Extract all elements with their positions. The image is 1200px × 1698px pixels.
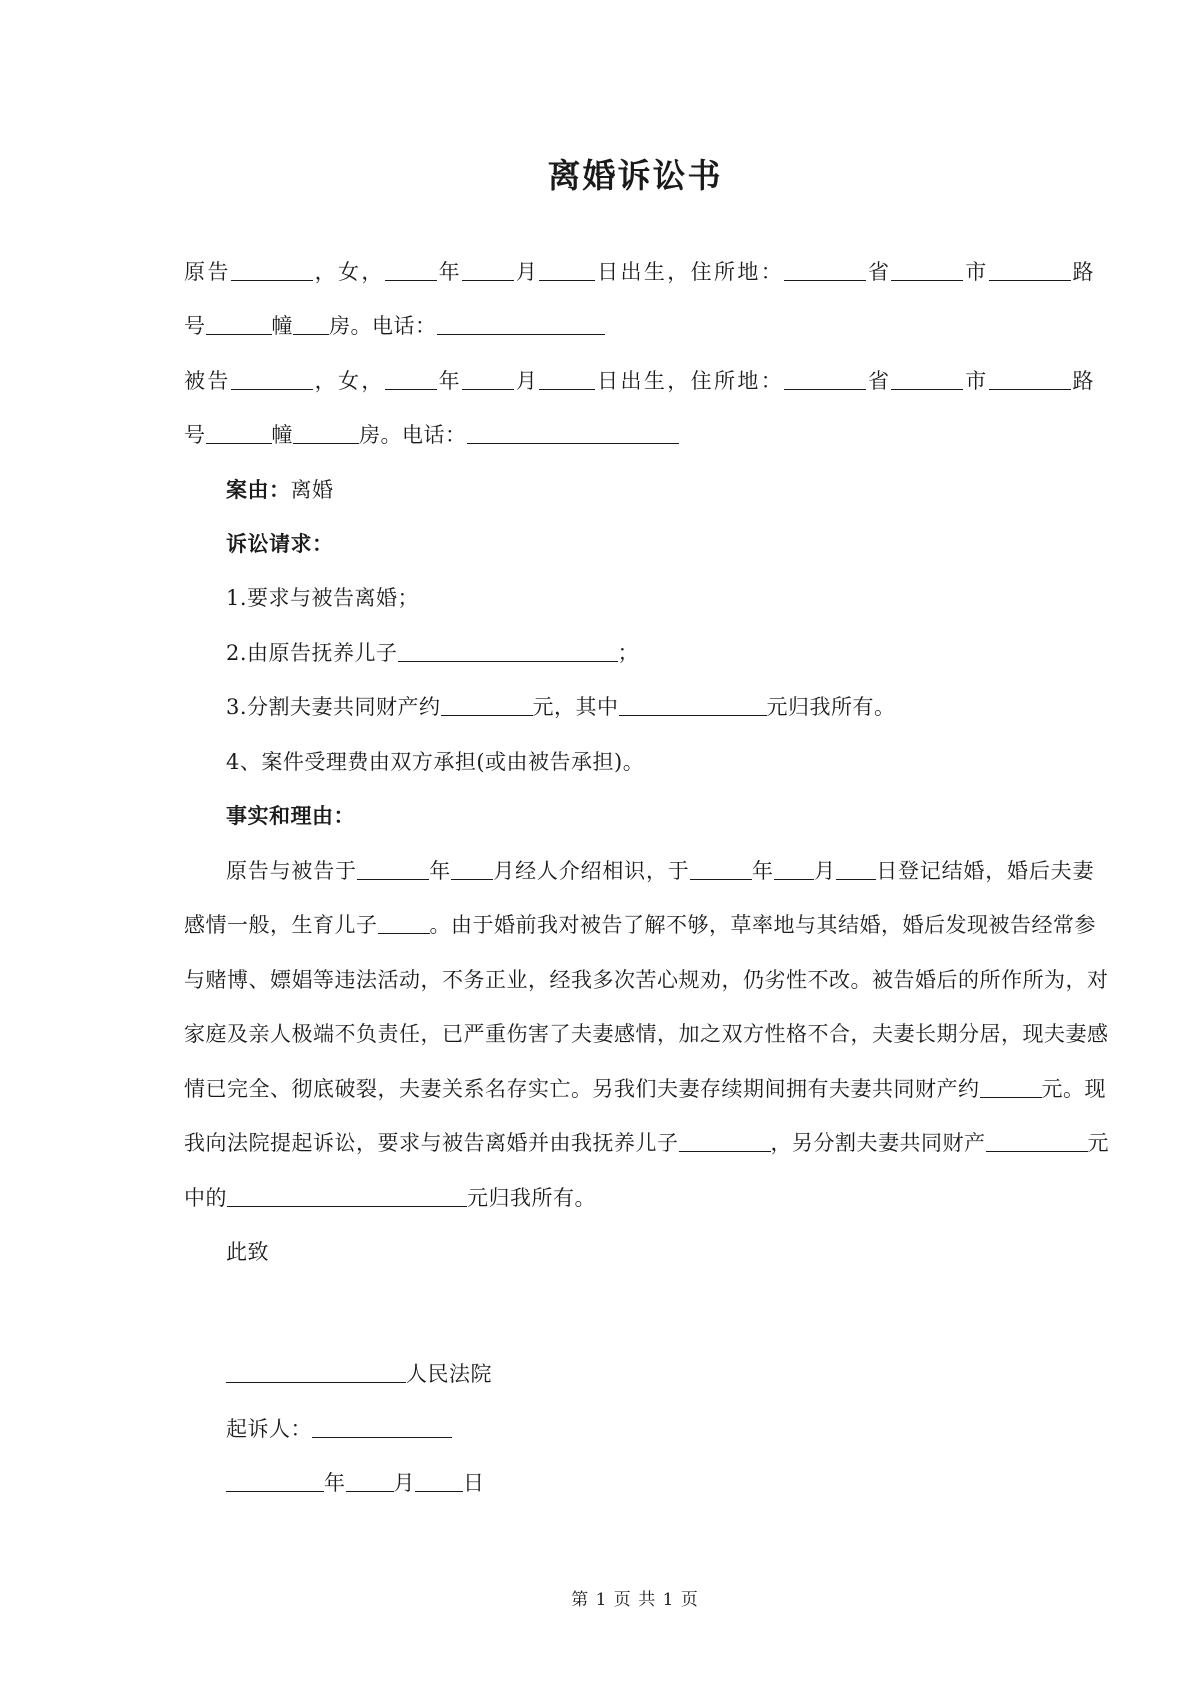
defendant-year-blank bbox=[385, 369, 437, 390]
page-footer: 第 1 页 共 1 页 bbox=[571, 1590, 699, 1610]
defendant-month-blank bbox=[462, 369, 514, 390]
facts-line-3: 与赌博、嫖娼等违法活动，不务正业，经我多次苦心规劝，仍劣性不改。被告婚后的所作所为，对 bbox=[184, 968, 1109, 992]
meet-year-blank bbox=[357, 859, 429, 880]
plaintiff-year-blank bbox=[385, 260, 437, 281]
claim-item-2: 2.由原告抚养儿子 ； bbox=[226, 641, 640, 665]
date-year-blank bbox=[226, 1471, 324, 1492]
document-title: 离婚诉讼书 bbox=[547, 156, 723, 195]
divide-property-blank bbox=[986, 1131, 1088, 1152]
defendant-line-1: 被告 ，女， 年 月 日出生，住所地： 省 市 路 bbox=[184, 369, 1094, 393]
plaintiff-province-blank bbox=[784, 260, 866, 281]
my-share-blank bbox=[227, 1186, 467, 1207]
facts-line-6: 我向法院提起诉讼，要求与被告离婚并由我抚养儿子 ，另分割夫妻共同财产 元 bbox=[184, 1131, 1109, 1155]
petitioner-signature-blank bbox=[312, 1417, 452, 1438]
defendant-number-blank bbox=[206, 423, 272, 444]
facts-line-2: 感情一般，生育儿子 。由于婚前我对被告了解不够，草率地与其结婚，婚后发现被告经常参 bbox=[184, 913, 1096, 937]
plaintiff-building-blank bbox=[293, 314, 329, 335]
plaintiff-line-1: 原告 ，女， 年 月 日出生，住所地： 省 市 路 bbox=[184, 260, 1094, 284]
defendant-building-blank bbox=[293, 423, 359, 444]
defendant-phone-blank bbox=[467, 423, 679, 444]
marry-year-blank bbox=[690, 859, 752, 880]
plaintiff-line-2: 号 幢 房。电话： bbox=[184, 310, 605, 340]
defendant-city-blank bbox=[891, 369, 963, 390]
court-line: 人民法院 bbox=[226, 1358, 492, 1388]
plaintiff-day-blank bbox=[539, 260, 595, 281]
property-share-blank bbox=[619, 695, 767, 716]
cause-label: 案由： bbox=[226, 477, 291, 502]
son-name-blank bbox=[398, 641, 618, 662]
defendant-province-blank bbox=[784, 369, 866, 390]
claims-heading: 诉讼请求： bbox=[226, 531, 334, 556]
plaintiff-number-blank bbox=[206, 314, 272, 335]
meet-month-blank bbox=[451, 859, 493, 880]
property-total-blank bbox=[441, 695, 533, 716]
date-line: 年 月 日 bbox=[226, 1467, 485, 1497]
date-month-blank bbox=[346, 1471, 394, 1492]
son-count-blank bbox=[378, 913, 430, 934]
plaintiff-phone-blank bbox=[437, 314, 605, 335]
date-day-blank bbox=[415, 1471, 463, 1492]
joint-property-blank bbox=[980, 1077, 1042, 1098]
claim-item-3: 3.分割夫妻共同财产约 元，其中 元归我所有。 bbox=[226, 695, 896, 719]
custody-son-blank bbox=[679, 1131, 771, 1152]
defendant-name-blank bbox=[231, 369, 313, 390]
facts-line-5: 情已完全、彻底破裂，夫妻关系名存实亡。另我们夫妻存续期间拥有夫妻共同财产约 元。现 bbox=[184, 1077, 1106, 1101]
defendant-road-blank bbox=[989, 369, 1071, 390]
plaintiff-name-blank bbox=[231, 260, 313, 281]
cause-line bbox=[226, 474, 334, 504]
defendant-day-blank bbox=[539, 369, 595, 390]
marry-day-blank bbox=[836, 859, 876, 880]
plaintiff-road-blank bbox=[989, 260, 1071, 281]
claim-item-1: 1.要求与被告离婚； bbox=[226, 586, 420, 610]
plaintiff-city-blank bbox=[891, 260, 963, 281]
facts-line-4: 家庭及亲人极端不负责任，已严重伤害了夫妻感情，加之双方性格不合，夫妻长期分居，现夫妻感 bbox=[184, 1022, 1109, 1046]
facts-line-7: 中的 元归我所有。 bbox=[184, 1186, 596, 1210]
cause-value: 离婚 bbox=[290, 478, 334, 502]
salutation: 此致 bbox=[226, 1240, 269, 1264]
petitioner-line: 起诉人： bbox=[226, 1413, 452, 1443]
plaintiff-month-blank bbox=[462, 260, 514, 281]
claim-item-4: 4、案件受理费由双方承担(或由被告承担)。 bbox=[226, 750, 645, 774]
facts-heading: 事实和理由： bbox=[226, 803, 355, 828]
defendant-line-2: 号 幢 房。电话： bbox=[184, 419, 679, 449]
marry-month-blank bbox=[774, 859, 814, 880]
facts-line-1: 原告与被告于 年 月经人介绍相识，于 年 月 日登记结婚，婚后夫妻 bbox=[226, 859, 1094, 883]
court-name-blank bbox=[226, 1362, 406, 1383]
